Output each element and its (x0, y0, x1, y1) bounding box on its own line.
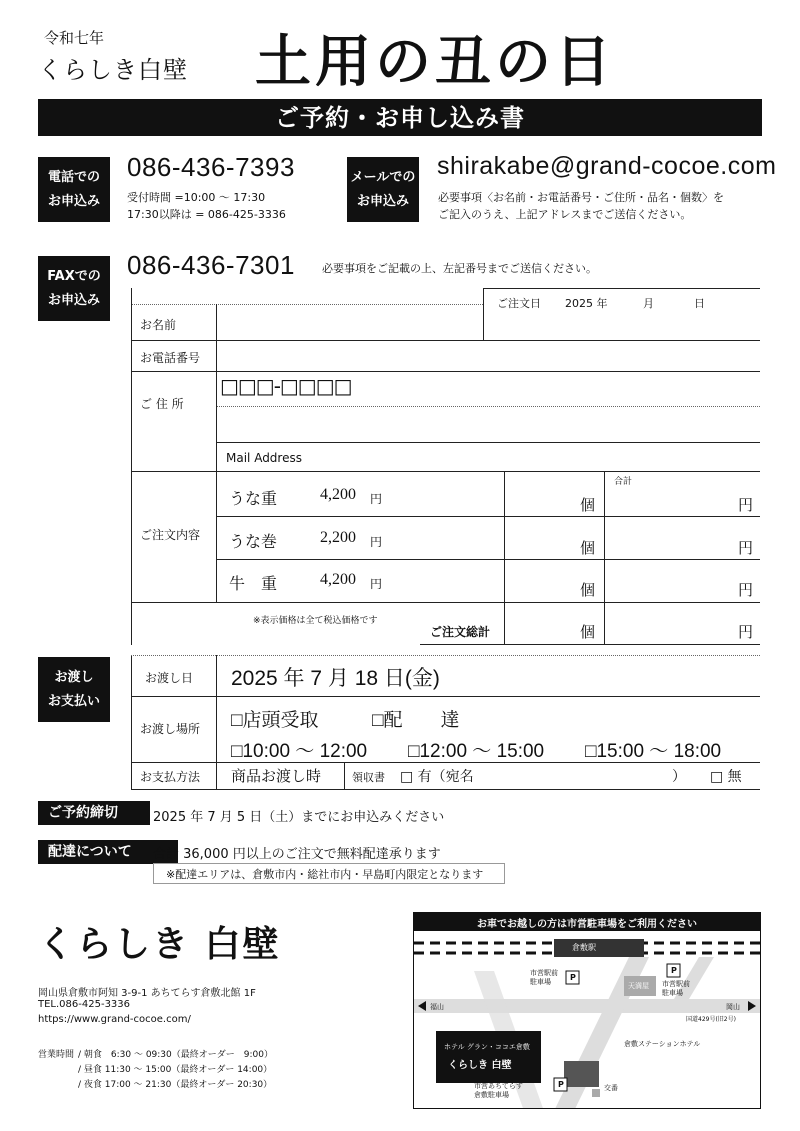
delivery-date-label: お渡し日 (145, 671, 194, 685)
year-line: 令和七年 (44, 29, 105, 47)
address-label: ご 住 所 (140, 397, 184, 411)
access-map (413, 912, 761, 1109)
fax-label-line1: FAXでの (47, 268, 101, 284)
item-price: 4,200 (320, 571, 356, 588)
mail-note-2: ご記入のうえ、上記アドレスまでご送信ください。 (438, 208, 692, 221)
mail-address-label: Mail Address (226, 451, 302, 465)
tax-note: ※表示価格は全て税込価格です (253, 616, 378, 626)
map-hotel-line1: ホテル グラン・ココエ倉敷 (444, 1043, 530, 1051)
phone-field[interactable] (217, 341, 760, 371)
map-left-direction: 福山 (430, 1003, 444, 1011)
fax-note: 必要事項をご記載の上、左記番号までご送信ください。 (322, 262, 597, 275)
payment-value: 商品お渡し時 (231, 767, 322, 785)
time-option-1[interactable]: □10:00 ～ 12:00 (231, 741, 368, 762)
footer-address: 岡山県倉敷市阿知 3-9-1 あちてらす倉敷北館 1F (38, 988, 256, 999)
hours-breakfast: / 朝食 6:30 ～ 09:30（最終オーダー 9:00） (78, 1050, 273, 1060)
place-option-delivery[interactable]: □配 達 (372, 710, 460, 731)
item-name: 牛 重 (229, 574, 278, 593)
order-content-label: ご注文内容 (140, 528, 201, 542)
grand-qty-unit: 個 (580, 623, 596, 641)
delivery-place-label: お渡し場所 (140, 722, 201, 736)
mail-address[interactable]: shirakabe@grand-cocoe.com (437, 152, 777, 180)
mail-label-line2: お申込み (356, 193, 409, 209)
deadline-label: ご予約締切 (38, 801, 150, 825)
receipt-no-option[interactable]: □ 無 (710, 769, 742, 785)
item-yen: 円 (370, 577, 383, 591)
map-parking1-p: P (570, 973, 576, 982)
delivery-label-line2: お支払い (47, 693, 100, 709)
place-option-store[interactable]: □店頭受取 (231, 710, 319, 731)
mail-address-field[interactable] (300, 443, 760, 471)
map-parking2-p: P (671, 966, 677, 975)
receipt-yes-option[interactable]: □ 有（宛名 (400, 769, 474, 785)
map-parking2-line2: 駐車場 (662, 989, 683, 997)
time-option-2[interactable]: □12:00 ～ 15:00 (408, 741, 545, 762)
map-parking1-line2: 駐車場 (530, 978, 551, 986)
phone-hours-1: 受付時間 =10:00 ～ 17:30 (127, 191, 266, 204)
name-field[interactable] (217, 305, 482, 339)
grand-sum-field[interactable] (605, 603, 760, 644)
map-station-hotel: 倉敷ステーションホテル (624, 1040, 701, 1048)
phone-hours-2: 17:30以降は = 086-425-3336 (127, 208, 286, 221)
item-name: うな重 (229, 489, 278, 508)
map-hotel-line2: くらしき 白壁 (448, 1060, 512, 1071)
delivery-info-text: 合計 36,000 円以上のご注文で無料配達承ります (153, 847, 441, 862)
delivery-label (38, 657, 110, 722)
map-parking3-line2: 倉敷駐車場 (474, 1091, 509, 1099)
order-year: 2025 年 (565, 297, 608, 310)
phone-label (38, 157, 110, 222)
map-title: お車でお越しの方は市営駐車場をご利用ください (477, 919, 697, 930)
receipt-close-paren: ） (672, 769, 686, 785)
mail-label (347, 157, 419, 222)
map-parking3-p: P (558, 1080, 564, 1089)
total-column-label: 合計 (614, 477, 633, 487)
map-parking3-line1: 市営あちてらす (474, 1082, 523, 1090)
map-tenmaya: 天満屋 (628, 982, 649, 990)
item-yen: 円 (370, 535, 383, 549)
payment-label: お支払方法 (140, 770, 201, 784)
item-price: 2,200 (320, 529, 356, 546)
map-right-direction: 岡山 (726, 1003, 740, 1011)
delivery-area-note: ※配達エリアは、倉敷市内・総社市内・早島町内限定となります (153, 863, 505, 884)
order-date-label: ご注文日 (497, 297, 541, 310)
fax-label-line2: お申込み (47, 292, 100, 308)
sum-unit: 円 (738, 539, 754, 557)
map-parking1-line1: 市営駅前 (530, 969, 558, 977)
item-name: うな巻 (229, 532, 278, 551)
postal-code-boxes[interactable]: □□□-□□□□ (220, 374, 352, 398)
delivery-label-line1: お渡し (54, 669, 94, 685)
qty-unit: 個 (580, 539, 596, 557)
receipt-name-field[interactable] (480, 764, 670, 786)
sum-field[interactable] (605, 484, 760, 516)
qty-unit: 個 (580, 496, 596, 514)
sum-unit: 円 (738, 496, 754, 514)
order-month: 月 (643, 297, 654, 310)
hours-title: 営業時間 (38, 1050, 75, 1060)
sum-field[interactable] (605, 517, 760, 559)
mail-note-1: 必要事項〈お名前・お電話番号・ご住所・品名・個数〉を (438, 191, 724, 204)
phone-label-line1: 電話での (47, 169, 100, 185)
qty-unit: 個 (580, 581, 596, 599)
item-price: 4,200 (320, 486, 356, 503)
fax-label (38, 256, 110, 321)
delivery-info-label: 配達について (38, 840, 178, 864)
banner-text: ご予約・お申し込み書 (275, 103, 525, 132)
map-route: 国道429号(旧2号) (686, 1016, 736, 1023)
phone-field-label: お電話番号 (140, 351, 201, 365)
footer-logo: くらしき 白壁 (38, 923, 281, 965)
map-koban: 交番 (604, 1084, 618, 1092)
sum-unit: 円 (738, 581, 754, 599)
grand-sum-unit: 円 (738, 623, 754, 641)
name-label: お名前 (140, 318, 177, 332)
page-title: 土用の丑の日 (255, 29, 615, 95)
delivery-date-value: 2025 年 7 月 18 日(金) (231, 667, 440, 690)
address-field[interactable] (217, 407, 760, 442)
deadline-text: 2025 年 7 月 5 日（土）までにお申込みください (153, 810, 445, 825)
hours-lunch: / 昼食 11:30 ～ 15:00（最終オーダー 14:00） (78, 1065, 273, 1075)
footer-tel: TEL.086-425-3336 (38, 999, 131, 1010)
time-option-3[interactable]: □15:00 ～ 18:00 (585, 741, 722, 762)
mail-label-line1: メールでの (350, 169, 416, 185)
sum-field[interactable] (605, 560, 760, 602)
brand-line: くらしき白壁 (38, 56, 188, 84)
receipt-label: 領収書 (352, 771, 385, 784)
item-yen: 円 (370, 492, 383, 506)
phone-number[interactable]: 086-436-7393 (127, 152, 295, 182)
hours-dinner: / 夜食 17:00 ～ 21:30（最終オーダー 20:30） (78, 1080, 273, 1090)
phone-label-line2: お申込み (47, 193, 100, 209)
order-day: 日 (694, 297, 705, 310)
map-parking2-line1: 市営駅前 (662, 980, 690, 988)
fax-number[interactable]: 086-436-7301 (127, 250, 295, 280)
footer-url[interactable]: https://www.grand-cocoe.com/ (38, 1014, 191, 1025)
grand-total-label: ご注文総計 (430, 625, 491, 639)
map-station-label: 倉敷駅 (572, 943, 596, 952)
